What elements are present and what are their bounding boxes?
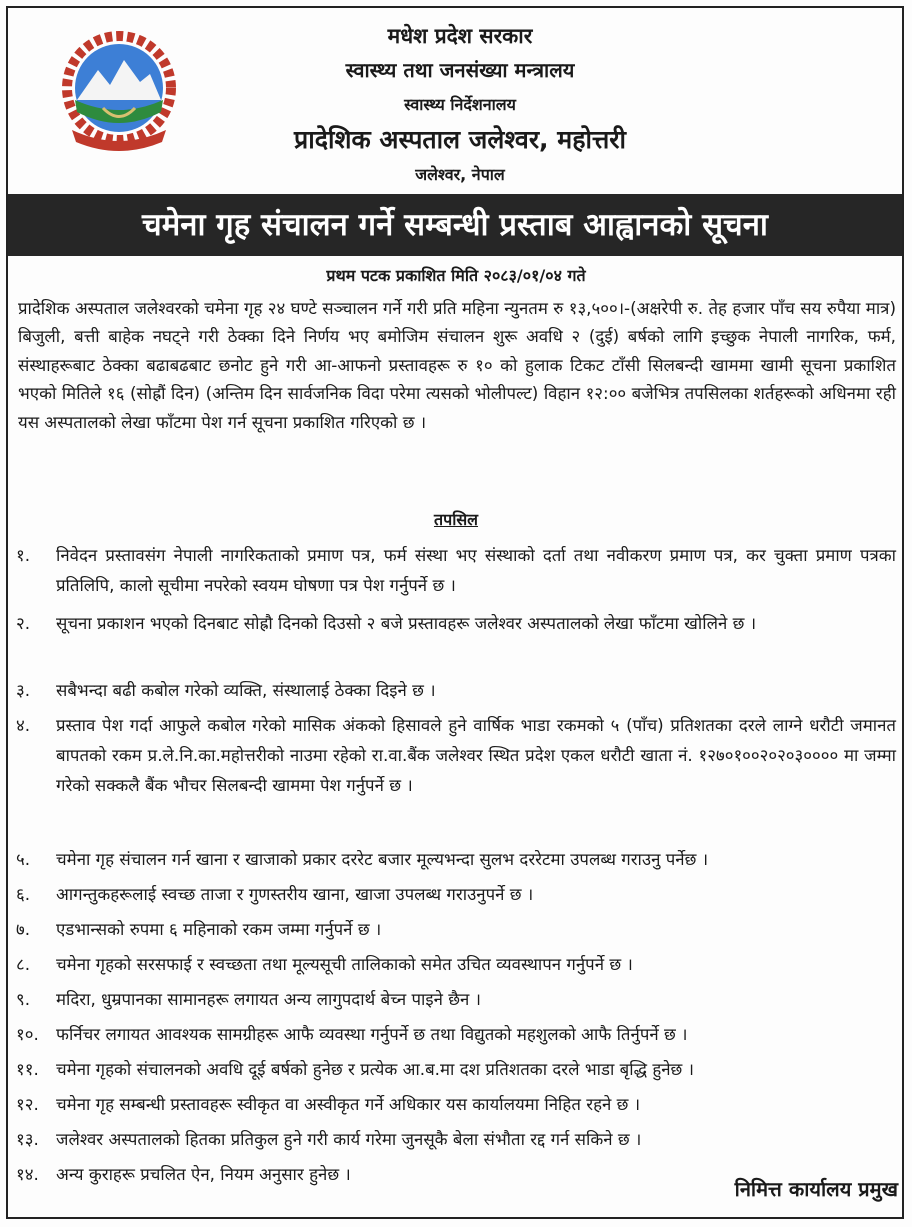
list-item [16, 1124, 896, 1159]
item-text: चमेना गृह संचालन गर्न खाना र खाजाको प्रकार दररेट बजार मूल्यभन्दा सुलभ दररेटमा उपलब्ध गराउनु पर्नेछ । [56, 849, 709, 869]
item-text: चमेना गृहको सरसफाई र स्वच्छता तथा मूल्यसूची तालिकाको समेत उचित व्यवस्थापन गर्नुपर्ने छ । [56, 954, 633, 974]
list-item [16, 608, 896, 675]
item-number: १४. [16, 1164, 39, 1184]
item-number: २. [16, 613, 31, 633]
item-number: १०. [16, 1024, 39, 1044]
item-number: ७. [16, 919, 31, 939]
list-item [16, 879, 896, 914]
tapasil-heading [0, 508, 912, 530]
item-number: १२. [16, 1094, 39, 1114]
item-number: ५. [16, 849, 31, 869]
tapasil-heading-text: तपसिल [433, 510, 479, 529]
conditions-list [16, 540, 896, 1194]
list-item [16, 984, 896, 1019]
list-item [16, 1089, 896, 1124]
item-number: ३. [16, 680, 31, 700]
item-number: १. [16, 545, 31, 565]
item-text: जलेश्वर अस्पतालको हितका प्रतिकुल हुने गरी कार्य गरेमा जुनसूकै बेला संभौता रद्द गर्न सकिने छ । [56, 1129, 642, 1149]
item-text: सूचना प्रकाशन भएको दिनबाट सोह्रौ दिनको दिउसो २ बजे प्रस्तावहरू जलेश्वर अस्पतालको लेखा फाँटमा खोलिने छ । [56, 613, 757, 633]
item-number: ११. [16, 1059, 39, 1079]
list-item [16, 1019, 896, 1054]
header-address: जलेश्वर, नेपाल [415, 165, 505, 184]
header-hospital: प्रादेशिक अस्पताल जलेश्वर, महोत्तरी [294, 125, 626, 154]
header-directorate: स्वास्थ्य निर्देशनालय [404, 95, 516, 114]
item-text: चमेना गृहको संचालनको अवधि दूई बर्षको हुनेछ र प्रत्येक आ.ब.मा दश प्रतिशतका दरले भाडा बृद्धि हुनेछ । [56, 1059, 695, 1079]
item-number: ९. [16, 989, 31, 1009]
header-province: मधेश प्रदेश सरकार [387, 24, 533, 48]
list-item [16, 949, 896, 984]
item-number: ६. [16, 884, 31, 904]
list-item [16, 710, 896, 844]
published-date: प्रथम पटक प्रकाशित मिति २०८३/०१/०४ गते [326, 266, 586, 285]
nepal-emblem-icon [58, 30, 180, 152]
intro-paragraph: प्रादेशिक अस्पताल जलेश्वरको चमेना गृह २४ घण्टे सञ्चालन गर्ने गरी प्रति महिना न्युनतम रु १३,५००।-(अक्षरेपी रु. तेह हजार पाँच सय रुपैया मात्र) बिजुली, बत्ती बाहेक नघट्ने गरी ठेक्का दिने निर्णय भए बमोजिम संचालन शुरू अवधि २ (दुई) बर्षको लागि इच्छुक नेपाली नागरिक, फर्म, संस्थाहरूबाट ठेक्का बढाबढबाट छनोट हुने गरी आ-आफनो प्रस्तावहरू रु १० को हुलाक टिकट टाँसी सिलबन्दी खाममा खामी सूचना प्रकाशित भएको मितिले १६ (सोह्रौं दिन) (अन्तिम दिन सार्वजनिक विदा परेमा त्यसको भोलीपल्ट) विहान १२:०० बजेभित्र तपसिलका शर्तहरूको अधिनमा रही यस अस्पतालको लेखा फाँटमा पेश गर्न सूचना प्रकाशित गरिएको छ । [18, 298, 896, 432]
list-item [16, 914, 896, 949]
list-item [16, 844, 896, 879]
list-item [16, 675, 896, 710]
item-text: निवेदन प्रस्तावसंग नेपाली नागरिकताको प्रमाण पत्र, फर्म संस्था भए संस्थाको दर्ता तथा नवीकरण प्रमाण पत्र, कर चुक्ता प्रमाण पत्रका प्रतिलिपि, कालो सूचीमा नपरेको स्वयम घोषणा पत्र पेश गर्नुपर्ने छ । [56, 545, 896, 595]
header-ministry: स्वास्थ्य तथा जनसंख्या मन्त्रालय [345, 58, 575, 82]
item-text: सबैभन्दा बढी कबोल गरेको व्यक्ति, संस्थालाई ठेक्का दिइने छ । [56, 680, 436, 700]
notice-title: चमेना गृह संचालन गर्ने सम्बन्धी प्रस्ताब आह्वानको सूचना [142, 207, 768, 243]
item-text: प्रस्ताव पेश गर्दा आफुले कबोल गरेको मासिक अंकको हिसावले हुने वार्षिक भाडा रकमको ५ (पाँच) प्रतिशतका दरले लाग्ने धरौटी जमानत बापतको रकम प्र.ले.नि.का.महोत्तरीको नाउमा रहेको रा.वा.बैंक जलेश्वर स्थित प्रदेश एकल धरौटी खाता नं. १२७०१००२०२०३०००० मा जम्मा गरेको सक्कलै बैंक भौचर सिलबन्दी खाममा पेश गर्नुपर्ने छ । [56, 715, 896, 795]
item-text: मदिरा, धुम्रपानका सामानहरू लगायत अन्य लागुपदार्थ बेच्न पाइने छैन । [56, 989, 482, 1009]
list-item [16, 540, 896, 608]
item-text: एडभान्सको रुपमा ६ महिनाको रकम जम्मा गर्नुपर्ने छ । [56, 919, 382, 939]
item-number: ४. [16, 715, 31, 735]
item-text: फर्निचर लगायत आवश्यक सामग्रीहरू आफै व्यवस्था गर्नुपर्ने छ तथा विद्युतको महशुलको आफै तिर्नुपर्ने छ । [56, 1024, 688, 1044]
item-text: आगन्तुकहरूलाई स्वच्छ ताजा र गुणस्तरीय खाना, खाजा उपलब्ध गराउनुपर्ने छ । [56, 884, 534, 904]
item-text: चमेना गृह सम्बन्धी प्रस्तावहरू स्वीकृत वा अस्वीकृत गर्ने अधिकार यस कार्यालयमा निहित रहने छ । [56, 1094, 641, 1114]
notice-title-banner [8, 194, 902, 256]
list-item [16, 1054, 896, 1089]
item-text: अन्य कुराहरू प्रचलित ऐन, नियम अनुसार हुनेछ । [56, 1164, 351, 1184]
item-number: १३. [16, 1129, 39, 1149]
item-number: ८. [16, 954, 31, 974]
signature-office-chief: निमित्त कार्यालय प्रमुख [734, 1177, 898, 1201]
